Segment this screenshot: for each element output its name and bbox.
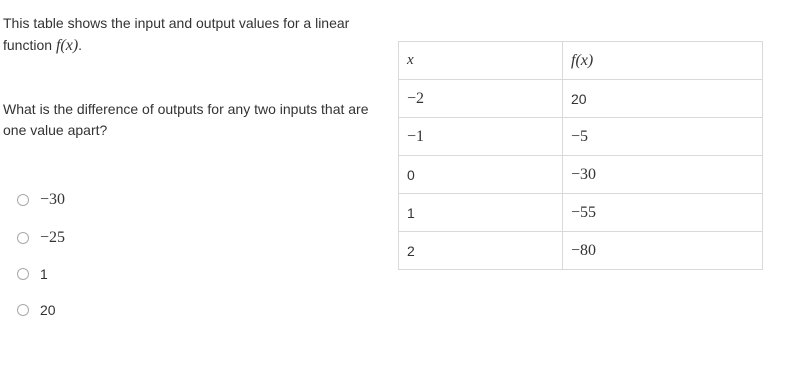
table-cell-x: 0 [399, 156, 563, 194]
answer-choice-1[interactable] [17, 190, 65, 210]
table-cell-fx: −5 [563, 118, 763, 156]
answer-choice-3[interactable] [17, 264, 48, 284]
table-cell-fx: 20 [563, 80, 763, 118]
table-cell-x: −1 [399, 118, 563, 156]
answer-choice-label: −30 [40, 191, 66, 208]
table-header-row [399, 42, 763, 80]
problem-statement-line1: This table shows the input and output values for a linear [3, 15, 350, 31]
problem-statement-line2-prefix: function [3, 37, 56, 53]
answer-choice-label: −25 [40, 229, 66, 246]
function-notation: f(x) [55, 37, 79, 54]
table-cell-x: 1 [399, 194, 563, 232]
question-text: What is the difference of outputs for any two inputs that are one value apart? [3, 101, 369, 138]
problem-statement [3, 12, 373, 57]
table-cell-x: −2 [399, 80, 563, 118]
answer-choice-2[interactable] [17, 228, 65, 248]
table-row [399, 80, 763, 118]
radio-button-icon[interactable] [17, 194, 29, 206]
input-output-table [398, 41, 763, 270]
table-cell-fx: −80 [563, 232, 763, 270]
answer-choice-label: 1 [40, 266, 48, 282]
radio-button-icon[interactable] [17, 268, 29, 280]
table-row [399, 118, 763, 156]
table-cell-fx: −30 [563, 156, 763, 194]
table-row [399, 156, 763, 194]
problem-statement-line2-suffix: . [78, 37, 83, 53]
table-cell-fx: −55 [563, 194, 763, 232]
radio-button-icon[interactable] [17, 232, 29, 244]
column-header-x: x [399, 42, 563, 80]
radio-button-icon[interactable] [17, 304, 29, 316]
answer-choice-label: 20 [40, 302, 56, 318]
table-row [399, 194, 763, 232]
table-row [399, 232, 763, 270]
table-cell-x: 2 [399, 232, 563, 270]
answer-choice-4[interactable] [17, 300, 56, 320]
column-header-fx: f(x) [563, 42, 763, 80]
